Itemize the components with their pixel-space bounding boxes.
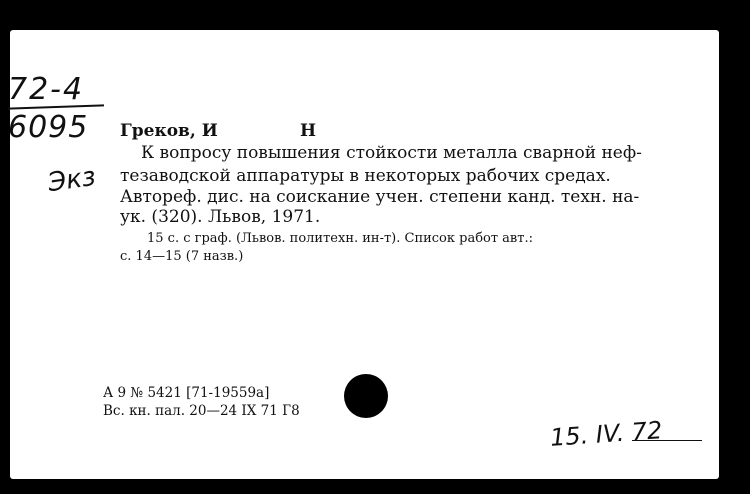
- call-number-bottom: 6095: [8, 110, 89, 145]
- call-number-extra: Экз: [46, 161, 98, 199]
- entry-title-line-2: тезаводской аппаратуры в некоторых рабочих средах.: [120, 166, 611, 186]
- entry-references: с. 14—15 (7 назв.): [120, 249, 244, 264]
- entry-physical-description: 15 с. с граф. (Львов. политехн. ин-т). Список работ авт.:: [147, 231, 533, 246]
- entry-title-line-4: ук. (320). Львов, 1971.: [120, 207, 321, 227]
- stamp-date: 15. IV. 72: [549, 416, 664, 452]
- entry-title-line-3: Автореф. дис. на соискание учен. степени канд. техн. на-: [120, 187, 640, 207]
- call-number-top: 72-4: [8, 72, 85, 107]
- entry-title-line-1: К вопросу повышения стойкости металла сварной неф-: [141, 143, 642, 163]
- stamp-date-underline: [632, 440, 702, 441]
- punch-hole: [344, 374, 388, 418]
- entry-author: Греков, И: [120, 121, 218, 141]
- footer-registry-line: Вс. кн. пал. 20—24 IX 71 Г8: [103, 403, 300, 419]
- entry-author-initial: Н: [300, 121, 317, 141]
- footer-accession-line: А 9 № 5421 [71-19559а]: [103, 385, 270, 401]
